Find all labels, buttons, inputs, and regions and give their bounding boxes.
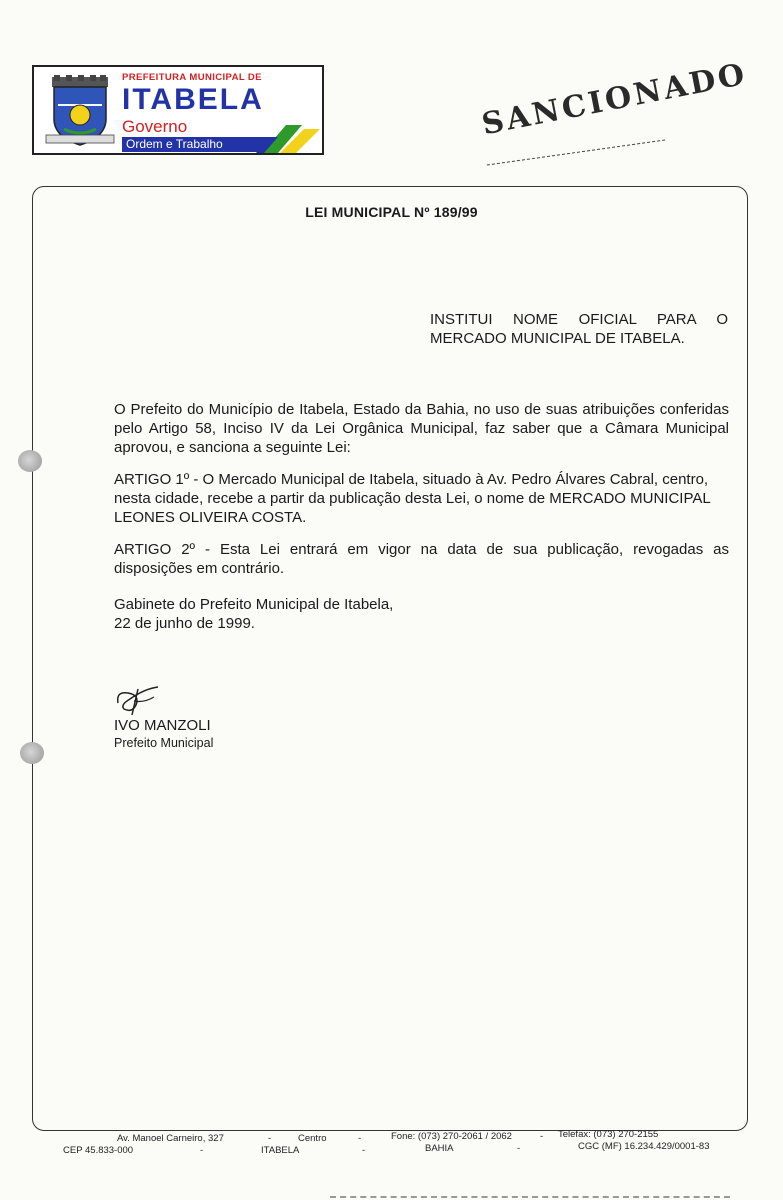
signatory-role: Prefeito Municipal: [114, 736, 214, 750]
punch-hole: [18, 450, 42, 472]
article-2: ARTIGO 2º - Esta Lei entrará em vigor na data de sua publicação, revogadas as disposições em contrário.: [114, 541, 729, 577]
article-1-line: nesta cidade, recebe a partir da publicação desta Lei, o nome de MERCADO MUNICIPAL: [114, 490, 711, 507]
footer: [0, 1129, 783, 1163]
law-intro-paragraph: O Prefeito do Município de Itabela, Estado da Bahia, no uso de suas atribuições conferidas pelo Artigo 58, Inciso IV da Lei Orgânica Municipal, faz saber que a Câmara Municipal aprovou, e sanciona a seguinte Lei:: [114, 401, 729, 456]
footer-city: ITABELA: [261, 1145, 300, 1156]
footer-cep: CEP 45.833-000: [63, 1145, 134, 1156]
article-1: [114, 470, 729, 527]
punch-hole: [20, 742, 44, 764]
footer-district: Centro: [298, 1133, 327, 1144]
letterhead-motto: Ordem e Trabalho: [122, 137, 272, 152]
footer-separator: -: [540, 1131, 544, 1142]
letterhead-logo: [32, 65, 324, 155]
coat-of-arms-icon: [44, 75, 116, 147]
footer-fax: Telefax: (073) 270-2155: [558, 1129, 659, 1140]
article-1-line: ARTIGO 1º - O Mercado Municipal de Itabela, situado à Av. Pedro Álvares Cabral, centro,: [114, 471, 709, 488]
letterhead-top-line: PREFEITURA MUNICIPAL DE: [122, 72, 262, 83]
handwritten-signature: [114, 683, 164, 717]
footer-phone: Fone: (073) 270-2061 / 2062: [391, 1131, 512, 1142]
footer-separator: -: [358, 1133, 362, 1144]
closing-block: [114, 595, 729, 633]
closing-date: 22 de junho de 1999.: [114, 615, 255, 632]
letterhead-city-name: ITABELA: [122, 83, 264, 116]
signatory-name: IVO MANZOLI: [114, 717, 211, 734]
law-title: LEI MUNICIPAL Nº 189/99: [305, 204, 478, 220]
law-ementa: INSTITUI NOME OFICIAL PARA O MERCADO MUNICIPAL DE ITABELA.: [430, 311, 728, 347]
footer-address: Av. Manoel Carneiro, 327: [117, 1133, 224, 1144]
stamp-signature-line: [487, 139, 665, 165]
article-1-line: LEONES OLIVEIRA COSTA.: [114, 509, 307, 526]
footer-separator: -: [268, 1133, 272, 1144]
letterhead-governo: Governo: [122, 117, 188, 136]
closing-place: Gabinete do Prefeito Municipal de Itabela,: [114, 596, 394, 613]
flag-stripes-icon: [256, 119, 320, 153]
footer-state: BAHIA: [425, 1143, 454, 1154]
sanctioned-stamp: SANCIONADO: [479, 56, 751, 143]
footer-separator: -: [362, 1145, 366, 1156]
footer-separator: -: [200, 1145, 204, 1156]
bottom-edge-mark: [330, 1196, 730, 1198]
footer-separator: -: [517, 1143, 521, 1154]
footer-cgc: CGC (MF) 16.234.429/0001-83: [578, 1141, 710, 1152]
